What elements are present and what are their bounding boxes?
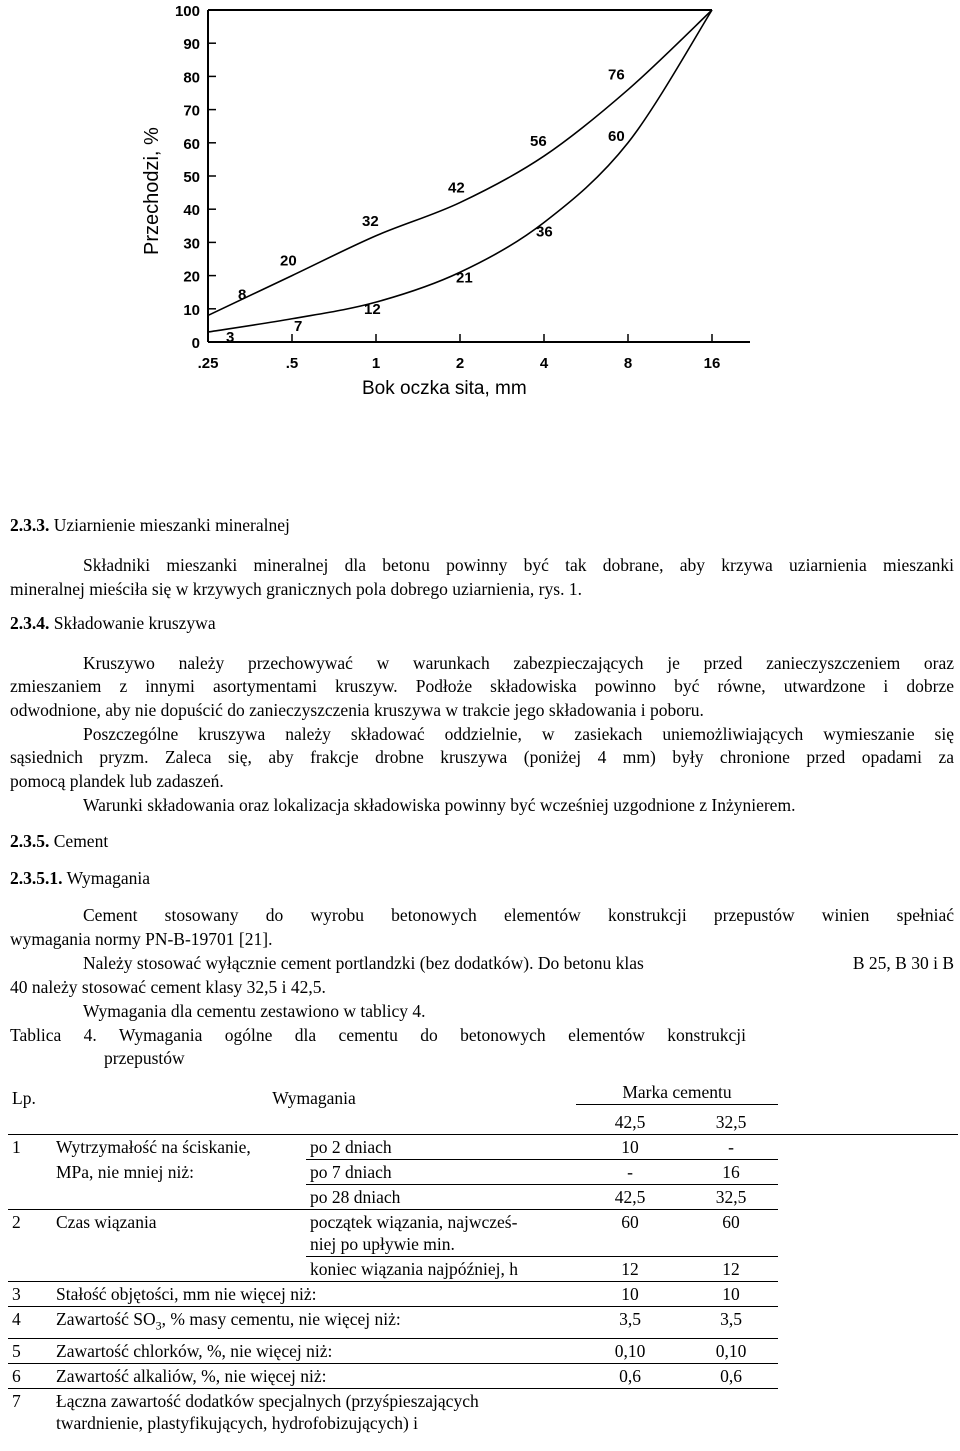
row-label: Zawartość $SO_3$, % masy cementu, nie więcej niż: — [52, 1307, 576, 1339]
table-row — [8, 1338, 958, 1363]
paragraph-line: 40 należy stosować cement klasy 32,5 i 42,5. — [10, 977, 326, 997]
header-42-5: 42,5 — [576, 1105, 684, 1135]
row-sublabel: początek wiązania, najwcześ- niej po upływie min. — [306, 1210, 576, 1257]
heading-2-3-5: 2.3.5. Cement — [10, 831, 109, 851]
row-label: Czas wiązania — [52, 1210, 306, 1257]
row-number: 2 — [8, 1210, 52, 1257]
table-header-row — [8, 1075, 958, 1105]
x-tick-label: 4 — [539, 355, 549, 372]
row-sublabel: po 28 dniach — [310, 1187, 401, 1207]
row-label: Wytrzymałość na ściskanie, — [52, 1135, 306, 1160]
table-row — [8, 1282, 958, 1307]
value-32-5: 60 — [684, 1210, 778, 1257]
table-row — [8, 1185, 958, 1210]
paragraph-line: Należy stosować wyłącznie cement portlandzki (bez dodatków). Do betonu klas — [83, 953, 644, 973]
y-tick-label: 70 — [183, 102, 200, 120]
value-32-5: 0,6 — [684, 1363, 778, 1388]
value-32-5: 10 — [684, 1282, 778, 1307]
table-row — [8, 1388, 958, 1435]
x-tick-labels — [198, 355, 721, 372]
value-42-5: 0,10 — [576, 1338, 684, 1363]
paragraph-line: Cement stosowany do wyrobu betonowych elementów konstrukcji przepustów winien spełniać — [83, 905, 954, 925]
point-label: 21 — [456, 269, 473, 287]
y-tick-label: 90 — [183, 36, 200, 54]
heading-2-3-3: 2.3.3. Uziarnienie mieszanki mineralnej — [10, 515, 290, 535]
table-row — [8, 1307, 958, 1339]
value-42-5: 10 — [576, 1135, 684, 1160]
heading-2-3-4: 2.3.4. Składowanie kruszywa — [10, 613, 216, 633]
table-row — [8, 1135, 958, 1160]
x-axis-label: Bok oczka sita, mm — [362, 378, 527, 399]
paragraph-line: odwodnione, aby nie dopuścić do zanieczyszczenia kruszywa w trakcie jego składowania i poboru. — [10, 700, 704, 720]
point-label: 36 — [536, 223, 553, 241]
row-sublabel: po 7 dniach — [306, 1160, 576, 1185]
point-label: 3 — [226, 329, 235, 347]
y-tick-label: 50 — [183, 169, 200, 186]
paragraph-line: mineralnej mieściła się w krzywych granicznych pola dobrego uziarnienia, rys. 1. — [10, 579, 582, 599]
paragraph-line: Składniki mieszanki mineralnej dla betonu powinny być tak dobrane, aby krzywa uziarnienia mieszanki — [83, 555, 954, 575]
point-label: 56 — [530, 133, 547, 151]
point-label: 60 — [608, 127, 625, 145]
row-number: 7 — [8, 1388, 52, 1435]
paragraph-line: Warunki składowania oraz lokalizacja składowiska powinny być wcześniej uzgodnione z Inżynierem. — [83, 795, 796, 815]
y-tick-label: 60 — [183, 135, 200, 153]
row-number: 3 — [8, 1282, 52, 1307]
value-42-5: 10 — [576, 1282, 684, 1307]
y-tick-label: 100 — [174, 3, 200, 20]
value-32-5: - — [684, 1135, 778, 1160]
x-tick-label: .5 — [285, 355, 299, 372]
x-tick-label: 1 — [371, 355, 381, 372]
paragraph-line: B 25, B 30 i B — [852, 953, 954, 973]
table-row — [8, 1363, 958, 1388]
value-32-5: 3,5 — [684, 1307, 778, 1339]
row-number: 1 — [8, 1135, 52, 1160]
heading-2-3-5-1: 2.3.5.1. Wymagania — [10, 868, 151, 888]
y-tick-labels — [175, 3, 200, 352]
paragraph-line: pomocą plandek lub zadaszeń. — [10, 771, 224, 791]
value-42-5: 0,6 — [576, 1363, 684, 1388]
paragraph-line: Wymagania dla cementu zestawiono w tablicy 4. — [83, 1001, 426, 1021]
row-number: 4 — [8, 1307, 52, 1339]
y-tick-label: 30 — [183, 235, 200, 253]
x-tick-label: 16 — [703, 355, 721, 372]
value-42-5: 3,5 — [576, 1307, 684, 1339]
table-row — [8, 1160, 958, 1185]
point-label: 76 — [608, 66, 625, 84]
value-42-5: - — [576, 1160, 684, 1185]
point-label: 7 — [294, 317, 303, 335]
table-caption: Tablica 4. Wymagania ogólne dla cementu do betonowych elementów konstrukcji — [10, 1025, 746, 1045]
y-tick-label: 20 — [183, 268, 200, 286]
point-label: 32 — [362, 212, 379, 230]
paragraph-line: sąsiednich pryzm. Zaleca się, aby frakcje drobne kruszywa (poniżej 4 mm) były chronione przed opadami za — [10, 747, 954, 767]
cement-requirements-table — [8, 1075, 958, 1435]
y-tick-label: 0 — [191, 335, 200, 352]
value-42-5: 42,5 — [614, 1187, 646, 1207]
value-32-5: 16 — [684, 1160, 778, 1185]
grading-chart — [0, 0, 960, 420]
point-label: 8 — [238, 286, 247, 304]
x-tick-label: 8 — [623, 355, 633, 372]
row-sublabel: po 2 dniach — [306, 1135, 576, 1160]
value-42-5: 60 — [576, 1210, 684, 1257]
row-label: MPa, nie mniej niż: — [56, 1161, 195, 1182]
point-label: 12 — [364, 301, 381, 319]
row-number: 5 — [8, 1338, 52, 1363]
y-tick-label: 40 — [183, 202, 200, 220]
point-label: 20 — [280, 252, 297, 270]
row-label: Zawartość chlorków, %, nie więcej niż: — [52, 1338, 576, 1363]
header-32-5: 32,5 — [684, 1105, 778, 1135]
table-row — [8, 1257, 958, 1282]
x-tick-label: .25 — [197, 355, 219, 372]
value-32-5: 0,10 — [684, 1338, 778, 1363]
table-row — [8, 1210, 958, 1257]
x-tick-label: 2 — [455, 355, 465, 372]
header-lp: Lp. — [12, 1088, 36, 1108]
row-label: Stałość objętości, mm nie więcej niż: — [52, 1282, 576, 1307]
row-number: 6 — [8, 1363, 52, 1388]
value-32-5: 32,5 — [715, 1187, 747, 1207]
paragraph-line: zmieszaniem z innymi asortymentami kruszyw. Podłoże składowiska powinno być równe, utwardzone i dobrze — [10, 676, 954, 696]
paragraph-line: wymagania normy PN-B-19701 [21]. — [10, 929, 273, 949]
row-label: Łączna zawartość dodatków specjalnych (przyśpieszających twardnienie, plastyfikujących, hydrofobizujących) i — [52, 1388, 684, 1435]
paragraph-line: Poszczególne kruszywa należy składować oddzielnie, w zasiekach uniemożliwiających wymieszanie się — [83, 724, 954, 744]
header-wymagania: Wymagania — [272, 1088, 356, 1108]
value-42-5: 12 — [621, 1259, 639, 1279]
chart-grid — [208, 10, 750, 342]
table-caption: przepustów — [104, 1048, 185, 1068]
header-marka: Marka cementu — [622, 1082, 732, 1102]
y-axis-label: Przechodzi, % — [141, 127, 163, 255]
y-tick-label: 80 — [183, 69, 200, 87]
paragraph-line: Kruszywo należy przechowywać w warunkach zabezpieczających je przed zanieczyszczeniem oraz — [83, 653, 954, 673]
value-32-5: 12 — [722, 1259, 740, 1279]
point-label: 42 — [448, 179, 465, 197]
row-label: Zawartość alkaliów, %, nie więcej niż: — [52, 1363, 576, 1388]
y-tick-label: 10 — [183, 301, 200, 319]
row-sublabel: koniec wiązania najpóźniej, h — [310, 1259, 518, 1279]
